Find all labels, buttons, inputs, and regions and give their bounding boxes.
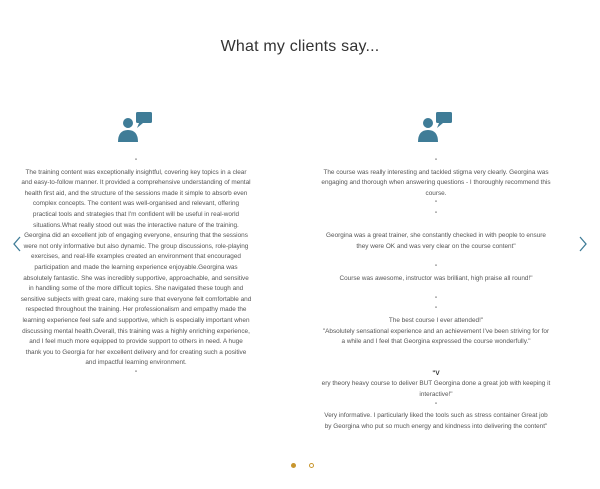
text-line: exercises, and real-life examples created an environment that encouraged: [31, 253, 241, 261]
testimonial-text: [316, 157, 556, 432]
text-line: Very informative. I particularly liked the tools such as stress container Great job: [324, 412, 548, 420]
text-line: absolutely fantastic. She was incredibly supportive, approachable, and sensitive: [23, 274, 249, 282]
text-line: "V: [432, 369, 440, 377]
text-line: The training content was exceptionally insightful, covering key topics in a clear: [25, 168, 247, 176]
text-line: by Georgina who put so much energy and kindness into delivering the content": [324, 422, 548, 430]
text-line: in handling some of the more difficult topics. She navigated these tough and: [28, 285, 244, 293]
text-line: learning experience feel safe and supportive, which is especially important when: [22, 316, 250, 324]
text-line: interactive!": [419, 391, 453, 399]
quote-mark: ": [434, 401, 438, 409]
text-line: thank you to Georgia for her excellent delivery and for creating such a positive: [25, 348, 247, 356]
text-line: Georgina did an excellent job of engaging everyone, ensuring that the sessions: [24, 232, 248, 240]
section-heading: What my clients say...: [220, 38, 380, 55]
quote-mark: ": [434, 158, 438, 165]
text-line: were not only informative but also dynamic. The group discussions, role-playing: [23, 242, 249, 250]
text-line: complex concepts. The content was well-organised and relevant, offering: [32, 200, 240, 208]
text-line: Georgina was a great trainer, she constantly checked in with people to ensure: [326, 232, 546, 240]
quote-mark: ": [434, 306, 438, 314]
pagination-dot-active[interactable]: [291, 463, 296, 468]
chevron-right-icon: [578, 236, 588, 252]
text-line: and impactful learning environment.: [85, 359, 187, 367]
text-line: engaging and thorough when answering questions - I thoroughly recommend this: [321, 179, 551, 187]
text-line: Course was awesome, instructor was brilliant, high praise all round!": [339, 274, 533, 282]
text-line: ery theory heavy course to deliver BUT Georgina done a great job with keeping it: [321, 380, 551, 388]
text-line: and easy-to-follow manner. It provided a comprehensive understanding of mental: [21, 179, 251, 187]
quote-mark: ": [434, 295, 438, 303]
text-line: The best course I ever attended!": [388, 316, 484, 324]
text-line: health first aid, and the structure of the sessions made it simple to absorb even: [24, 189, 248, 197]
carousel-pagination: [291, 463, 321, 471]
quote-mark: ": [434, 263, 438, 271]
next-slide-button[interactable]: [578, 236, 588, 252]
text-line: course.: [425, 189, 447, 197]
quote-mark: ": [434, 200, 438, 208]
testimonial-right: [316, 110, 556, 432]
text-line: discussing mental health.Overall, this training was a highly enriching experience,: [22, 327, 250, 335]
person-speech-bubble-icon: [116, 110, 156, 144]
text-line: they were OK and was very clear on the course content": [356, 242, 516, 250]
chevron-left-icon: [12, 236, 22, 252]
text-line: "Absolutely sensational experience and an achievement I've been striving for for: [322, 327, 550, 335]
quote-mark: ": [434, 210, 438, 218]
testimonial-text: [16, 157, 256, 379]
person-speech-bubble-icon: [416, 110, 456, 144]
text-line: sensitive subjects with great care, making sure that everyone felt comfortable and: [20, 295, 252, 303]
testimonial-left: [16, 110, 256, 379]
open-quote: ": [134, 158, 138, 165]
text-line: participation and made the learning experience enjoyable.Georgina was: [34, 263, 238, 271]
close-quote: ": [134, 369, 138, 377]
text-line: situations.What really stood out was the interactive nature of the training.: [33, 221, 239, 229]
text-line: The course was really interesting and tackled stigma very clearly. Georgina was: [323, 168, 549, 176]
pagination-dot[interactable]: [309, 463, 314, 468]
text-line: and I feel much more equipped to provide support to others in need. A huge: [29, 338, 243, 346]
prev-slide-button[interactable]: [12, 236, 22, 252]
text-line: a while and I feel that Georgina expressed the course wonderfully.": [341, 338, 531, 346]
text-line: respected throughout the training. Her professionalism and empathy made the: [25, 306, 247, 314]
text-line: practical tools and strategies that I'm confident will be useful in real-world: [32, 210, 240, 218]
